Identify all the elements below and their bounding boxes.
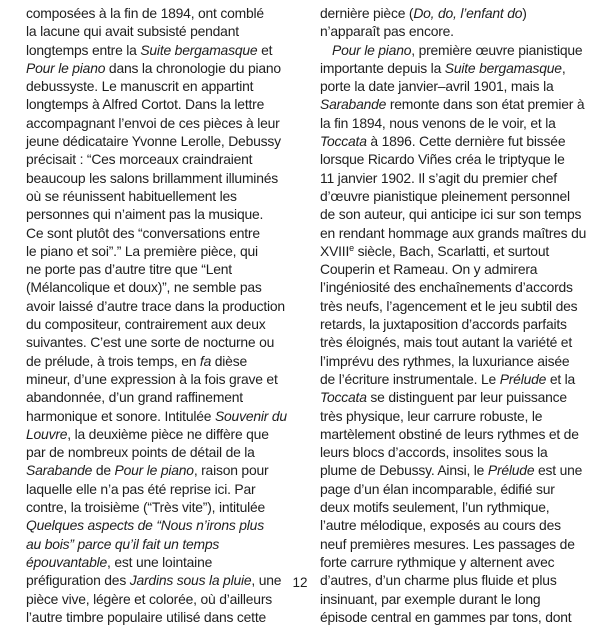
text-segment: martèlement obstiné de leurs rythmes et de [320,425,579,442]
text-segment: dernière pièce ( [320,5,414,21]
text-line [320,242,588,260]
text-segment: remonte dans son état premier à [386,96,585,113]
text-line [320,224,588,242]
text-segment: précisait : “Ces morceaux craindraient [26,151,253,168]
text-line [320,169,588,187]
text-line [320,59,588,77]
text-line [26,407,298,425]
text-line [320,388,588,406]
text-line [26,169,298,187]
italic-title: Toccata [320,389,367,406]
text-line [26,315,298,333]
text-segment: lorsque Ricardo Viñes créa le triptyque le [320,151,565,168]
text-line [320,333,588,351]
text-segment: pièce vive, légère et colorée, où d’ailleurs [26,590,273,607]
text-segment: d’œuvre pianistique pleinement personnel [320,187,570,204]
text-segment: à 1896. Cette dernière fut bissée [366,133,566,150]
text-line [26,333,298,351]
text-segment: mineur, d’une expression à la fois grave et [26,370,278,387]
text-line [26,297,298,315]
text-line [320,407,588,425]
italic-title: Sarabande [320,96,387,113]
text-segment: et la [546,370,576,387]
text-line [320,608,588,626]
text-segment: suivantes. C’est une sorte de nocturne ou [26,334,275,351]
text-line [320,187,588,205]
text-segment: longtemps à Alfred Cortot. Dans la lettre [26,96,265,113]
italic-title: Sarabande [26,462,93,479]
text-segment: Couperin et Rameau. On y admirera [320,261,538,278]
text-segment: l’imprévu des rythmes, la luxuriance aisée [320,352,570,369]
text-segment: de prélude, à trois temps, en [26,352,200,369]
text-line [26,59,298,77]
text-line [26,461,298,479]
text-segment: forte carrure rythmique y alternent avec [320,553,555,570]
text-segment: importante depuis la [320,59,445,76]
text-line [320,278,588,296]
text-segment: contre, la troisième (“Très vite”), intitulée [26,499,266,516]
italic-title: Do, do, l’enfant do [413,5,523,21]
text-segment: où se réunissent habituellement les [26,187,237,204]
text-line [26,480,298,498]
text-segment: très éloignés, mais tout autant la variété et [320,334,572,351]
text-line [26,132,298,150]
text-segment: neuf premières mesures. Les passages de [320,535,575,552]
text-segment: n’apparaît pas encore. [320,23,454,40]
text-segment: leurs blocs d’accords, insolites sous la [320,444,548,461]
text-segment: jeune dédicataire Yvonne Lerolle, Debussy [26,133,281,150]
text-line [320,425,588,443]
text-segment: se distinguent par leur puissance [366,389,567,406]
text-line [320,41,588,59]
text-segment: abandonnée, d’un grand raffinement [26,389,243,406]
text-line [26,498,298,516]
text-segment: debussyste. Le manuscrit en appartint [26,78,254,95]
text-line [320,4,588,22]
text-line [320,77,588,95]
text-segment: longtemps entre la [26,41,141,58]
text-segment: l’autre mélodique, exposés au cours des [320,517,561,534]
text-segment: laquelle elle n’a pas été reprise ici. Par [26,480,256,497]
text-line [26,224,298,242]
text-line [320,480,588,498]
text-line [320,443,588,461]
italic-title: épouvantable [26,553,108,570]
text-line [320,132,588,150]
text-line [320,150,588,168]
text-segment: très physique, leur carrure robuste, le [320,407,543,424]
text-segment: 11 janvier 1902. Il s’agit du premier chef [320,169,557,186]
text-segment: dièse [211,352,247,369]
text-line [26,516,298,534]
text-segment: de l’écriture instrumentale. Le [320,370,500,387]
text-line [320,516,588,534]
text-line [26,425,298,443]
text-segment: préfiguration des [26,572,130,589]
italic-title: Pour le piano [332,41,412,58]
text-line [320,95,588,113]
left-text-column [26,4,298,626]
text-segment: retards, la juxtaposition d’accords parfaits [320,316,567,333]
text-line [320,114,588,132]
text-segment: accompagnant l’envoi de ces pièces à leur [26,114,280,131]
text-line [320,260,588,278]
text-segment: ne porte pas d’autre titre que “Lent [26,261,232,278]
text-segment: de [92,462,115,479]
text-segment: Ce sont plutôt des “conversations entre [26,224,260,241]
text-segment: épisode central en gammes par tons, dont [320,608,572,625]
text-segment: beaucoup les salons brillamment illuminés [26,169,278,186]
italic-title: Suite bergamasque [444,59,562,76]
text-line [26,278,298,296]
italic-title: au bois” parce qu’il fait un temps [26,535,220,552]
text-line [320,205,588,223]
italic-title: Suite bergamasque [140,41,258,58]
text-line [320,535,588,553]
text-line [26,352,298,370]
text-segment: l’ingéniosité des enchaînements d’accords [320,279,573,296]
text-segment: harmonique et sonore. Intitulée [26,407,215,424]
text-line [26,242,298,260]
text-segment: le piano et soi”.” La première pièce, qui [26,242,258,259]
italic-title: Jardins sous la pluie [129,572,252,589]
text-line [320,22,588,40]
italic-title: Pour le piano [26,59,106,76]
italic-title: fa [199,352,212,369]
text-segment: est une [534,462,583,479]
text-line [26,114,298,132]
text-line [320,315,588,333]
text-segment: , la deuxième pièce ne diffère que [67,425,269,442]
text-segment: en rendant hommage aux grands maîtres du [320,224,587,241]
text-segment: d’autres, d’un charme plus fluide et plus [320,572,557,589]
text-segment: avoir laissé d’autre trace dans la production [26,297,285,314]
superscript: e [349,242,354,253]
text-segment: XVIII [320,242,350,259]
text-segment: siècle, Bach, Scarlatti, et surtout [353,242,549,259]
italic-title: Prélude [487,462,535,479]
italic-title: Prélude [499,370,547,387]
text-segment: , [561,59,566,76]
text-segment: la lacune qui avait subsisté pendant [26,23,239,40]
text-line [320,461,588,479]
text-line [26,260,298,278]
text-line [26,41,298,59]
text-segment: insinuant, par exemple durant le long [320,590,541,607]
text-line [26,553,298,571]
text-line [320,370,588,388]
text-segment: l’autre timbre populaire utilisé dans cette [26,608,267,625]
text-line [26,608,298,626]
text-line [320,498,588,516]
text-segment: , raison pour [193,462,269,479]
text-line [26,443,298,461]
text-line [320,590,588,608]
text-segment: ) [522,5,527,21]
text-segment: par de nombreux points de détail de la [26,444,255,461]
text-line [26,150,298,168]
text-line [26,370,298,388]
text-line [26,590,298,608]
text-segment: dans la chronologie du piano [105,59,281,76]
italic-title: Quelques aspects de “Nous n’irons plus [26,517,264,534]
text-segment: (Mélancolique et doux)”, ne semble pas [26,279,262,296]
text-segment: porte la date janvier–avril 1901, mais la [320,78,554,95]
italic-title: Souvenir du [214,407,287,424]
text-line [26,205,298,223]
text-segment: et [257,41,273,58]
text-segment: , est une lointaine [107,553,213,570]
page-number: 12 [292,575,308,590]
text-segment: la fin 1894, nous venons de le voir, et la [320,114,556,131]
text-segment: , une [251,572,282,589]
italic-title: Louvre [26,425,68,442]
text-line [26,22,298,40]
text-segment: page d’un élan incomparable, édifié sur [320,480,555,497]
text-segment: composées à la fin de 1894, ont comblé [26,5,264,21]
text-line [26,4,298,22]
italic-title: Pour le piano [114,462,194,479]
text-segment: personnes qui n’aiment pas la musique. [26,206,264,223]
text-line [26,95,298,113]
text-line [26,187,298,205]
text-segment: très neufs, l’agencement et le jeu subtil des [320,297,578,314]
text-line [320,297,588,315]
text-line [26,535,298,553]
right-text-column [320,4,588,626]
italic-title: Toccata [320,133,367,150]
text-segment: deux motifs seulement, l’un rythmique, [320,499,550,516]
text-line [26,388,298,406]
text-line [320,352,588,370]
text-line [320,553,588,571]
text-segment: , première œuvre pianistique [411,41,583,58]
text-segment: plume de Debussy. Ainsi, le [320,462,488,479]
text-segment: du compositeur, contrairement aux deux [26,316,266,333]
text-line [26,77,298,95]
text-segment: de son auteur, qui anticipe ici sur son temps [320,206,582,223]
